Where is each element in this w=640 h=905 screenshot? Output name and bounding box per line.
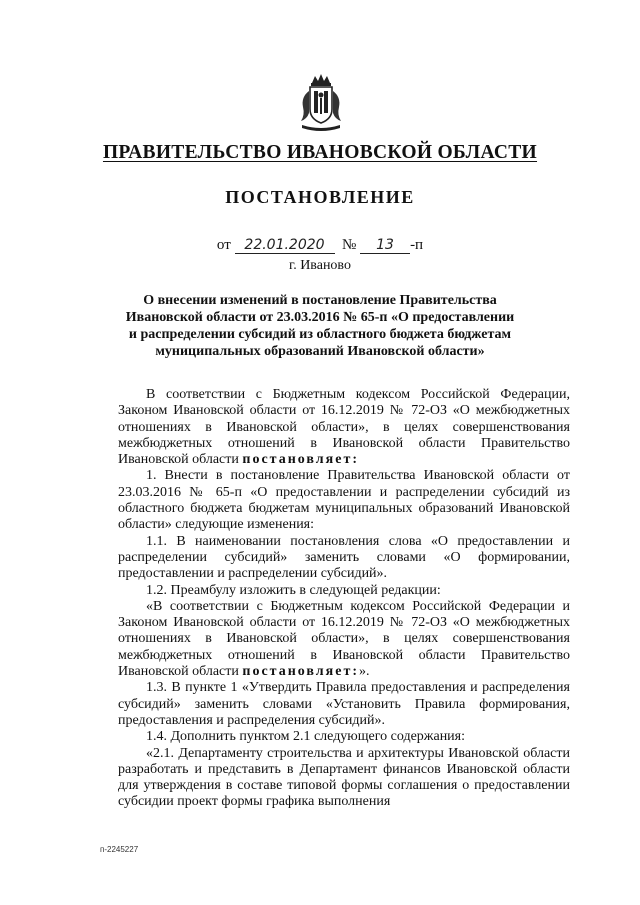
paragraph-item-2-1: «2.1. Департаменту строительства и архитектуры Ивановской области разработать и представить в Департамент финансов Ивановской области для утверждения в составе типовой формы соглашения о предоставлении субсидии проект формы графика выполнения (118, 745, 570, 810)
paragraph-quote-preamble: «В соответствии с Бюджетным кодексом Российской Федерации и Законом Ивановской области от 16.12.2019 № 72-ОЗ «О межбюджетных отношениях в Ивановской области», в целях совершенствования межбюджетных отношений в Ивановской области Правительство Ивановской области постановляет:». (118, 598, 570, 680)
date-number-line (0, 237, 640, 254)
date-prefix: от (216, 237, 231, 253)
paragraph-item-1: 1. Внести в постановление Правительства Ивановской области от 23.03.2016 № 65-п «О предоставлении и распределении субсидий из областного бюджета бюджетам муниципальных образований Ивановской области» следующие изменения: (118, 468, 570, 533)
number-value: 13 (360, 238, 410, 254)
subject-line: и распределении субсидий из областного бюджета бюджетам (128, 327, 512, 342)
paragraph-item-1-2: 1.2. Преамбулу изложить в следующей редакции: (146, 582, 441, 598)
coat-of-arms-icon (298, 73, 344, 133)
document-subject (110, 292, 530, 360)
keyword-decree: постановляет: (242, 452, 359, 468)
paragraph-item-1-4: 1.4. Дополнить пунктом 2.1 следующего содержания: (146, 729, 466, 745)
city: г. Иваново (289, 258, 351, 273)
date-value: 22.01.2020 (235, 238, 335, 254)
document-body (118, 387, 570, 811)
paragraph-item-1-3: 1.3. В пункте 1 «Утвердить Правила предоставления и распределения субсидий» заменить словами «Установить Правила формирования, предоставления и распределения субсидий». (118, 680, 570, 728)
paragraph-item-1-1: 1.1. В наименовании постановления слова «О предоставлении и распределении субсидий» заменить словами «О формировании, предоставлении и распределении субсидий». (118, 533, 570, 582)
document-code: п-2245227 (100, 845, 139, 854)
number-label: № (342, 237, 357, 253)
document-kind: ПОСТАНОВЛЕНИЕ (225, 187, 415, 207)
number-suffix: -п (410, 237, 424, 253)
subject-line: Ивановской области от 23.03.2016 № 65-п «О предоставлении (125, 310, 515, 325)
subject-line: О внесении изменений в постановление Правительства (143, 293, 497, 308)
paragraph-preamble: В соответствии с Бюджетным кодексом Российской Федерации, Законом Ивановской области от 16.12.2019 № 72-ОЗ «О межбюджетных отношениях в Ивановской области», в целях совершенствования межбюджетных отношений в Ивановской области Правительство Ивановской области постановляет: (118, 387, 570, 468)
government-title: ПРАВИТЕЛЬСТВО ИВАНОВСКОЙ ОБЛАСТИ (102, 142, 538, 163)
keyword-decree: постановляет: (242, 664, 359, 680)
subject-line: муниципальных образований Ивановской области» (155, 344, 485, 359)
